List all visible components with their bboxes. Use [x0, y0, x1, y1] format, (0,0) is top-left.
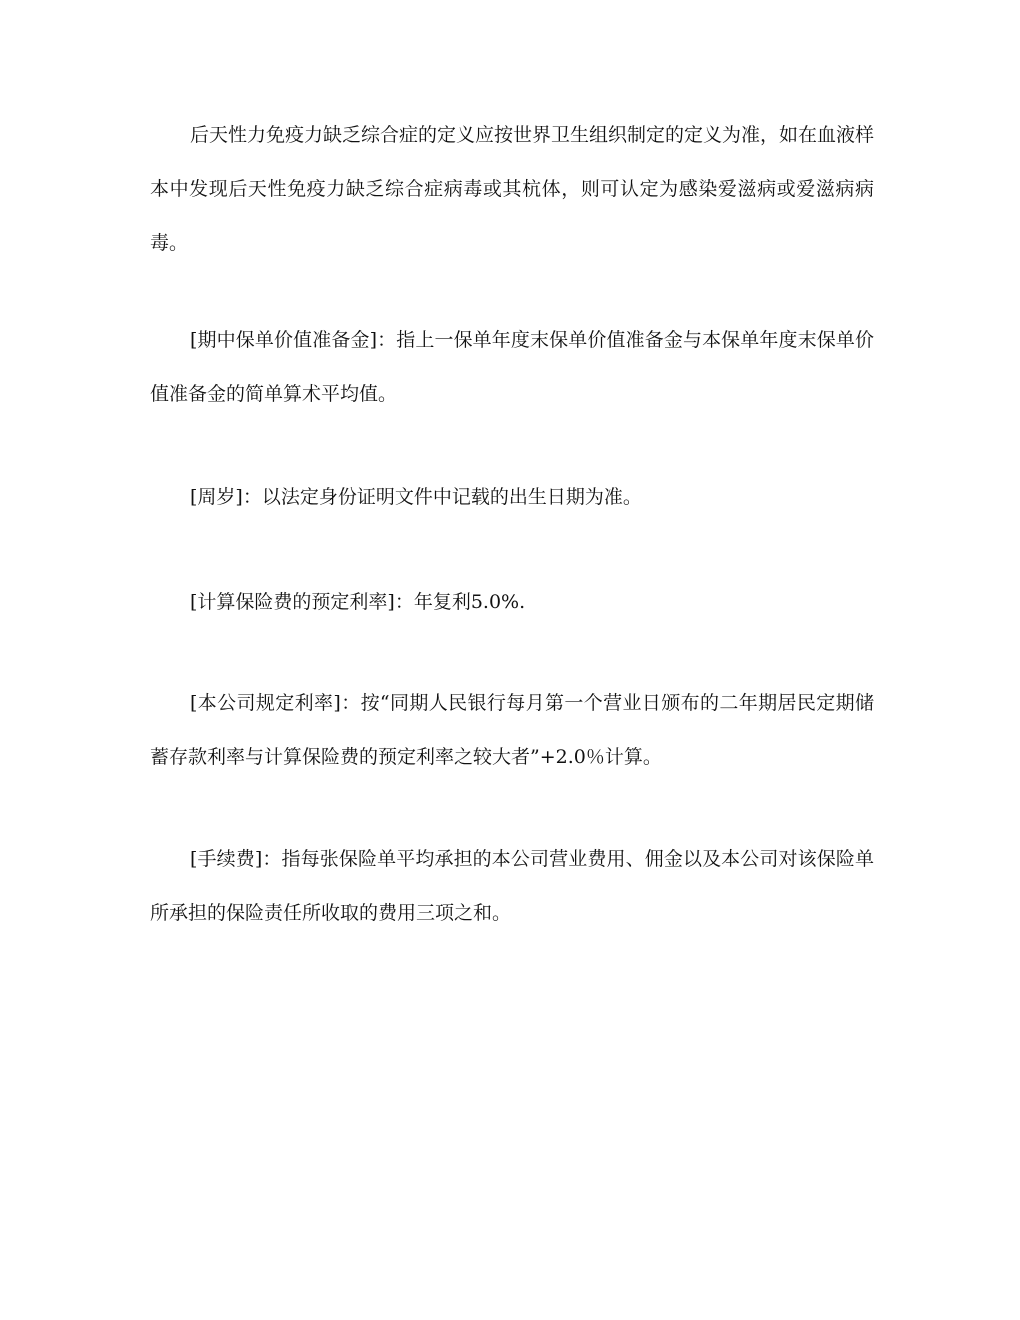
paragraph-premium-interest-rate: [计算保险费的预定利率]：年复利5.0%.: [190, 591, 526, 613]
paragraph-aids-definition: 后天性力免疫力缺乏综合症的定义应按世界卫生组织制定的定义为准，如在血液样本中发现后天性免疫力缺乏综合症病毒或其杭体，则可认定为感染爱滋病或爱滋病病毒。: [150, 124, 875, 254]
paragraph-handling-fee: [手续费]：指每张保险单平均承担的本公司营业费用、佣金以及本公司对该保险单所承担的保险责任所收取的费用三项之和。: [150, 848, 874, 924]
paragraph-midterm-policy-reserve: [期中保单价值准备金]：指上一保单年度末保单价值准备金与本保单年度末保单价值准备金的简单算术平均值。: [150, 329, 874, 405]
paragraph-age: [周岁]：以法定身份证明文件中记载的出生日期为准。: [190, 486, 642, 508]
paragraph-company-interest-rate: [本公司规定利率]：按“同期人民银行每月第一个营业日颁布的二年期居民定期储蓄存款利率与计算保险费的预定利率之较大者”+2.0％计算。: [150, 692, 874, 768]
